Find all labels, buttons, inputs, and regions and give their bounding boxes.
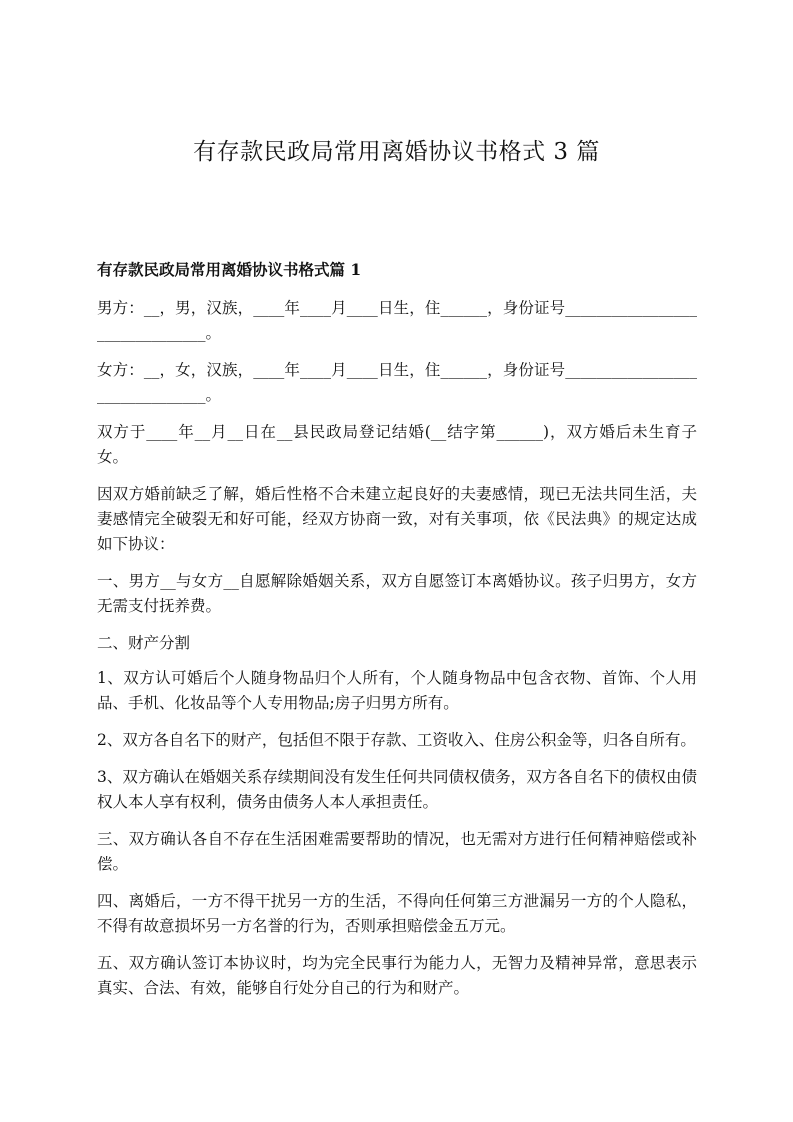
paragraph-clause-2-heading: 二、财产分割 xyxy=(97,634,191,652)
paragraph-property-2: 2、双方各自名下的财产，包括但不限于存款、工资收入、住房公积金等，归各自所有。 xyxy=(97,731,696,749)
paragraph-marriage-registration: 双方于____年__月__日在__县民政局登记结婚(__结字第______)，双方婚后未生育子女。 xyxy=(97,423,697,466)
paragraph-reason: 因双方婚前缺乏了解，婚后性格不合未建立起良好的夫妻感情，现已无法共同生活，夫妻感情完全破裂无和好可能，经双方协商一致，对有关事项，依《民法典》的规定达成如下协议： xyxy=(97,485,697,553)
document-body xyxy=(97,257,697,1013)
paragraph-property-1: 1、双方认可婚后个人随身物品归个人所有，个人随身物品中包含衣物、首饰、个人用品、手机、化妆品等个人专用物品;房子归男方所有。 xyxy=(97,669,697,712)
paragraph-property-3: 3、双方确认在婚姻关系存续期间没有发生任何共同债权债务，双方各自名下的债权由债权人本人享有权利，债务由债务人本人承担责任。 xyxy=(97,768,697,811)
paragraph-husband-info: 男方：__，男，汉族，____年____月____日生，住______，身份证号_______________________________。 xyxy=(97,299,697,342)
paragraph-clause-5: 五、双方确认签订本协议时，均为完全民事行为能力人，无智力及精神异常，意思表示真实、合法、有效，能够自行处分自己的行为和财产。 xyxy=(97,954,697,997)
paragraph-wife-info: 女方：__，女，汉族，____年____月____日生，住______，身份证号_______________________________。 xyxy=(97,361,697,404)
document-title: 有存款民政局常用离婚协议书格式 3 篇 xyxy=(193,139,600,165)
paragraph-clause-4: 四、离婚后，一方不得干扰另一方的生活，不得向任何第三方泄漏另一方的个人隐私，不得有故意损坏另一方名誉的行为，否则承担赔偿金五万元。 xyxy=(97,892,697,935)
paragraph-clause-1: 一、男方__与女方__自愿解除婚姻关系，双方自愿签订本离婚协议。孩子归男方，女方无需支付抚养费。 xyxy=(97,572,697,615)
section-heading: 有存款民政局常用离婚协议书格式篇 1 xyxy=(97,260,362,279)
paragraph-clause-3: 三、双方确认各自不存在生活困难需要帮助的情况，也无需对方进行任何精神赔偿或补偿。 xyxy=(97,830,697,873)
